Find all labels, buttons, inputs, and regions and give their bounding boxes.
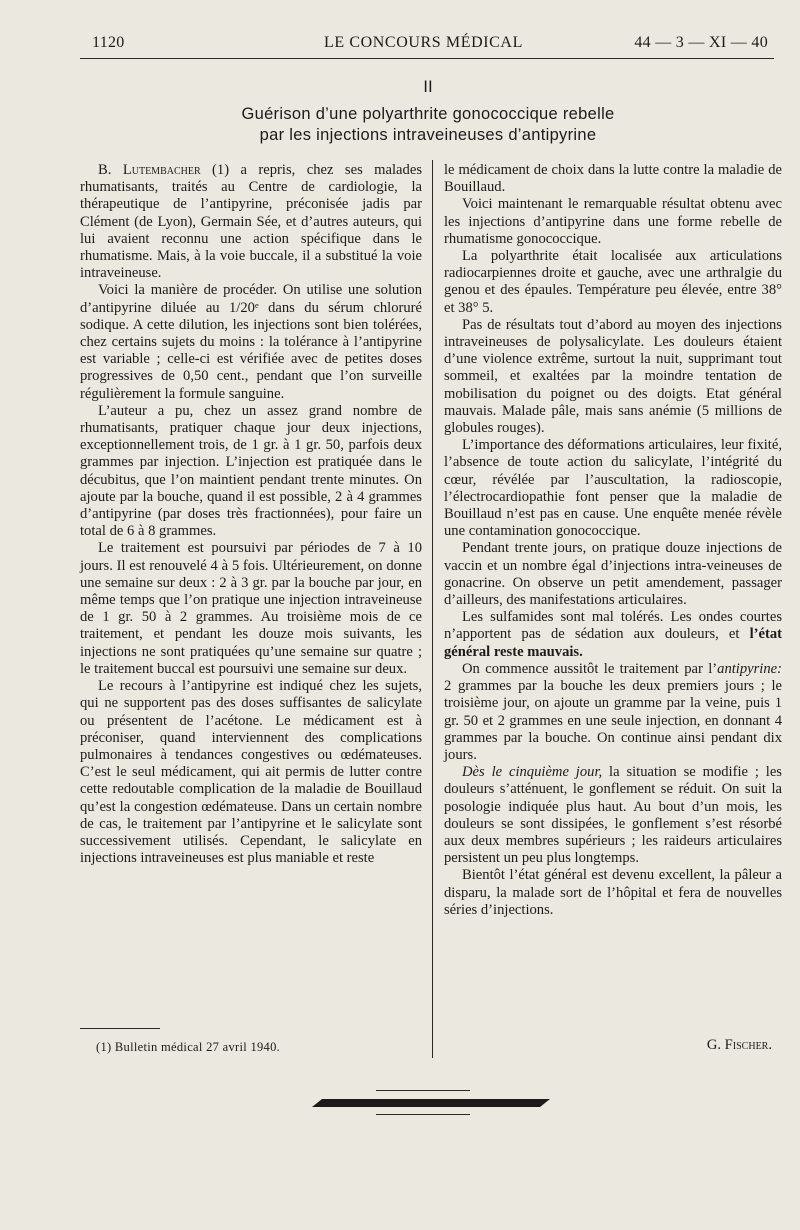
page-number: 1120 [92, 34, 125, 51]
paragraph: Le recours à l’antipyrine est indiqué chez les sujets, qui ne supportent pas des doses suffisantes de salicylate ou présentent de l’acétone. Le médicament est à préconiser, quand interviennent des complications pulmonaires à tendances congestives ou œdémateuses. C’est le seul médicament, qui ait permis de lutter contre cette redoutable complication de la maladie de Bouillaud qu’est la congestion œdémateuse. Dans un certain nombre de cas, le traitement par l’antipyrine et le salicylate sont successivement utilisés. Cependant, le salicylate en injections intraveineuses est plus maniable et reste [80, 678, 422, 867]
article-title-line2: par les injections intraveineuses d’antipyrine [259, 126, 597, 144]
footnote: (1) Bulletin médical 27 avril 1940. [96, 1040, 281, 1054]
paragraph-text: Les sulfamides sont mal tolérés. Les ondes courtes n’apportent pas de sédation aux douleurs, et [444, 609, 782, 643]
paragraph: Le traitement est poursuivi par périodes de 7 à 10 jours. Il est renouvelé 4 à 5 fois. Ultérieurement, on donne une semaine sur deux : 2 à 3 gr. par la bouche par jour, en même temps que l’on pratique une injection intraveineuse de 1 gr. 50 à 2 grammes. Au troisième mois de ce traitement, et pendant les douze mois suivants, les injections ne sont pratiquées qu’une semaine sur quatre ; le traitement buccal est poursuivi une semaine sur deux. [80, 540, 422, 677]
column-divider [432, 160, 433, 1058]
paragraph: Voici la manière de procéder. On utilise une solution d’antipyrine diluée au 1/20ᵉ dans du sérum chloruré sodique. A cette dilution, les injections sont bien tolérées, chez certains sujets du moins : la tolérance à l’antipyrine est variable ; celle-ci est vérifiée avec de petites doses progressives de 0,50 cent., pendant que l’on surveille régulièrement la formule sanguine. [80, 282, 422, 402]
author-name: B. Lutembacher [98, 162, 201, 178]
emphasis-italic: antipyrine: [717, 660, 782, 677]
journal-title: LE CONCOURS MÉDICAL [324, 34, 523, 51]
paragraph-text: (1) a repris, chez ses malades rhumatisants, traités au Centre de cardiologie, la thérapeutique de l’antipyrine, préconisée jadis par Clément (de Lyon), Germain Sée, et d’autres auteurs, qui lui avaient reconnu une action spécifique dans le rhumatisme. Mais, à la voie buccale, il a substitué la voie intraveineuse. [80, 162, 422, 282]
paragraph: Bientôt l’état général est devenu excellent, la pâleur a disparu, la malade sort de l’hôpital et fera de nouvelles séries d’injections. [444, 867, 782, 918]
issue-date: 44 — 3 — XI — 40 [634, 34, 768, 51]
paragraph-text: 2 grammes par la bouche les deux premiers jours ; le troisième jour, on ajoute un gramme par la veine, puis 1 gr. 50 et 2 grammes en une seule injection, en donnant 4 grammes par la bouche. On continue ainsi pendant dix jours. [444, 678, 782, 763]
left-column [80, 162, 422, 867]
running-header [88, 34, 768, 54]
section-number: II [423, 77, 433, 96]
paragraph: Voici maintenant le remarquable résultat obtenu avec les injections d’antipyrine dans une forme rebelle de rhumatisme gonococcique. [444, 196, 782, 247]
paragraph: L’auteur a pu, chez un assez grand nombre de rhumatisants, pratiquer chaque jour deux injections, exceptionnellement trois, de 1 gr. à 1 gr. 50, parfois deux grammes par injection. L’injection est pratiquée dans le décubitus, que l’on maintient pendant trente minutes. On ajoute par la bouche, quand il est possible, 2 à 4 grammes d’antipyrine (par doses très fractionnées), pour faire un total de 6 à 8 grammes. [80, 402, 422, 540]
paragraph [80, 162, 422, 282]
signature: G. Fischer. [706, 1037, 772, 1053]
article-title [0, 104, 800, 146]
emphasis-bold: l’état général reste mauvais. [444, 626, 782, 660]
paragraph-text: la situation se modifie ; les douleurs s’atténuent, le gonflement se réduit. On suit la posologie indiquée plus haut. Au bout d’un mois, les douleurs se sont dissipées, le gonflement s’est résorbé aux deux membres supérieurs ; les raideurs articulaires persistent un peu plus longtemps. [444, 764, 782, 867]
paragraph: le médicament de choix dans la lutte contre la maladie de Bouillaud. [444, 162, 782, 196]
paragraph [444, 609, 782, 661]
paragraph: Pendant trente jours, on pratique douze injections de vaccin et un nombre égal d’injections intra-veineuses de gonacrine. On observe un petit amendement, passager d’ailleurs, des manifestations articulaires. [444, 540, 782, 609]
paragraph-text: On commence aussitôt le traitement par l’ [462, 660, 718, 677]
ornament-rule-top [376, 1090, 470, 1091]
paragraph: Pas de résultats tout d’abord au moyen des injections intraveineuses de polysalicylate. Les douleurs étaient d’une violence extrême, surtout la nuit, supprimant tout sommeil, et exaltées par la moindre tentation de mobilisation du poignet ou des doigts. Etat général mauvais. Malade pâle, mais sans anémie (5 millions de globules rouges). [444, 316, 782, 437]
footnote-rule [80, 1028, 160, 1029]
right-column [444, 162, 782, 919]
paragraph [444, 764, 782, 867]
emphasis-italic: Dès le cinquième jour, [462, 764, 603, 781]
paragraph [444, 661, 782, 764]
ornament-rule-bottom [376, 1114, 470, 1115]
ornament-rule-thick [312, 1098, 550, 1108]
paragraph: La polyarthrite était localisée aux articulations radiocarpiennes droite et gauche, avec une arthralgie du genou et des épaules. Température peu élevée, entre 38° et 38° 5. [444, 248, 782, 316]
paragraph: L’importance des déformations articulaires, leur fixité, l’absence de toute action du salicylate, l’intégrité du cœur, révélée par l’auscultation, la radioscopie, l’électrocardiopathie font penser que la maladie de Bouillaud n’est pas en cause. Une enquête menée révèle une contamination gonococcique. [444, 437, 782, 540]
header-rule [80, 58, 774, 59]
article-title-line1: Guérison d’une polyarthrite gonococcique rebelle [241, 105, 615, 123]
